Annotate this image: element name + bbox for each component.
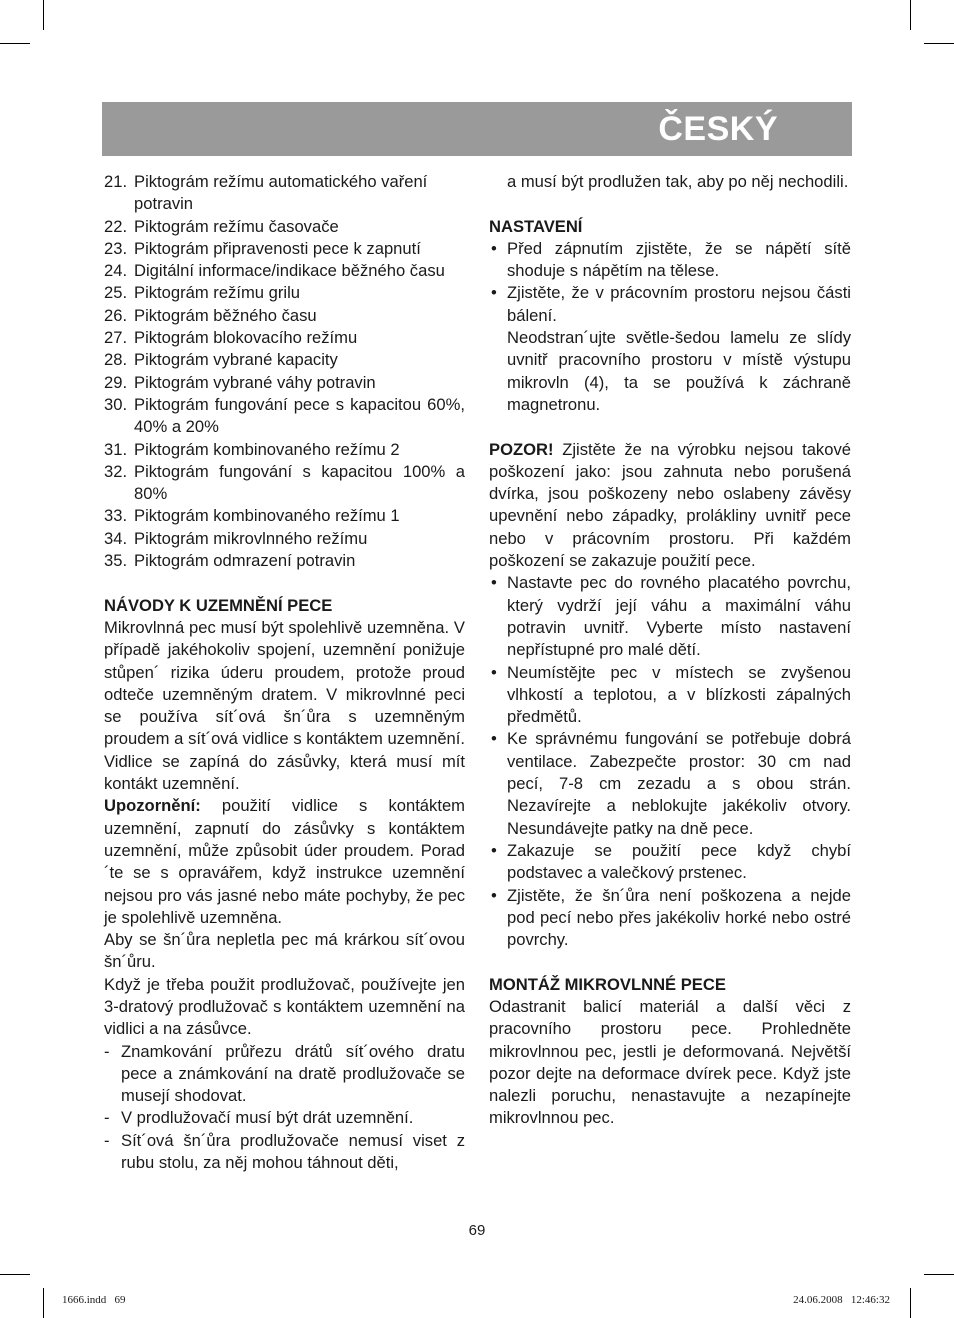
pictogram-list xyxy=(104,171,465,572)
warning-label: Upozornění: xyxy=(104,796,201,816)
list-item: 30. Piktográm fungování pece s kapacitou 60%, 40% a 20% xyxy=(104,394,465,437)
list-item: 27. Piktográm blokovacího režímu xyxy=(104,328,358,348)
crop-mark xyxy=(43,1288,44,1318)
caution-label: POZOR! xyxy=(489,439,554,459)
list-item: • Neumístějte pec v místech se zvyšenou vlhkostí a teplotou, a v blízkosti zápalných předmětů. xyxy=(491,662,851,727)
crop-mark xyxy=(910,1288,911,1318)
list-item: 21. Piktográm režímu automatického vaření potravin xyxy=(104,172,428,214)
list-item: 34. Piktográm mikrovlnného režímu xyxy=(104,528,368,548)
list-item: 32. Piktográm fungování s kapacitou 100% a 80% xyxy=(104,461,465,504)
list-item: • Zjistěte, že v prácovním prostoru nejsou části bálení. xyxy=(491,283,851,325)
list-item: - Sít´ová šn´ůra prodlužovače nemusí viset z rubu stolu, za něj mohou táhnout děti, xyxy=(104,1130,465,1173)
footer-file-info: 1666.indd 69 xyxy=(62,1294,126,1306)
list-item: • Zakazuje se použití pece když chybí podstavec a valečkový prstenec. xyxy=(491,840,851,883)
list-item: • Před zápnutím zjistěte, že se nápětí sítě shoduje s nápětím na tělese. xyxy=(491,238,851,281)
crop-mark xyxy=(910,0,911,30)
grounding-heading: NÁVODY K UZEMNĚNÍ PECE xyxy=(104,595,333,615)
list-item: 35. Piktográm odmrazení potravin xyxy=(104,551,356,571)
grounding-paragraph: Když je třeba použit prodlužovač, používejte jen 3-dratový prodlužovač s kontáktem uzemnění na vidlici a na zásůvce. xyxy=(104,974,465,1039)
list-item: 33. Piktográm kombinovaného režímu 1 xyxy=(104,506,400,526)
list-item: 23. Piktográm připravenosti pece k zapnutí xyxy=(104,238,421,258)
crop-mark xyxy=(0,1274,30,1275)
list-item: 26. Piktográm běžného času xyxy=(104,305,317,325)
list-item: • Nastavte pec do rovného placatého povrchu, který vydrží její váhu a maximální váhu potravin uvnitř. Vyberte místo nastavení nepřístupné pro malé dětí. xyxy=(491,573,851,660)
page-number: 69 xyxy=(468,1222,486,1239)
crop-mark xyxy=(43,0,44,30)
setup-note: Neodstran´ujte světle-šedou lamelu ze slídy uvnitř pracovního prostoru v místě výstupu mikrovln (4), ta se používá k záchraně magnetronu. xyxy=(507,328,851,414)
list-item: • Zjistěte, že šn´ůra není poškozena a nejde pod pecí nebo přes jakékoliv horké nebo ostré povrchy. xyxy=(491,885,851,950)
mount-heading: MONTÁŽ MIKROVLNNÉ PECE xyxy=(489,974,726,994)
continuation-text: a musí být prodlužen tak, aby po něj nechodili. xyxy=(507,172,849,191)
list-item: 31. Piktográm kombinovaného režímu 2 xyxy=(104,439,400,459)
caution-paragraph: POZOR! Zjistěte že na výrobku nejsou takové poškození jako: jsou zahnuta nebo porušená dvírka, jsou poškozeny nebo oslabeny závěsy upevnění nebo západky, prolákliny uvnitř pece nebo v prácovním prostoru. Při každém poškození se zakazuje použití pece. xyxy=(489,439,851,571)
list-item: - V prodlužovačí musí být drát uzemnění. xyxy=(104,1108,414,1128)
grounding-paragraph: Aby se šn´ůra nepletla pec má krárkou sít´ovou šn´ůru. xyxy=(104,930,465,972)
grounding-paragraph: Mikrovlnná pec musí být spolehlivě uzemněna. V případě jakéhokoliv spojení, uzemnění ponižuje stůpen´ rizika úderu proudem, protože proud odteče uzemněným dratem. V mikrovlnné peci se používa sít´ová šn´ůra s uzemněným proudem a sít´ová vidlice s kontáktem uzemnění. Vidlice se zapíná do zásůvky, která musí mít kontákt uzemnění. xyxy=(104,617,465,794)
crop-mark xyxy=(924,43,954,44)
list-item: - Znamkování průřezu drátů sít´ového dratu pece a známkování na dratě prodlužovače se musejí shodovat. xyxy=(104,1041,465,1106)
right-column xyxy=(489,171,851,1130)
list-item: 22. Piktográm režímu časovače xyxy=(104,216,339,236)
footer-timestamp: 24.06.2008 12:46:32 xyxy=(793,1294,890,1306)
crop-mark xyxy=(0,43,30,44)
list-item: 24. Digitální informace/indikace běžného času xyxy=(104,261,445,281)
grounding-warning: Upozornění: použití vidlice s kontáktem uzemnění, zapnutí do zásůvky s kontáktem uzemnění, může způsobit úder proudem. Porad´te se s opravářem, když instrukce uzemnění nejsou pro vás jasné nebo máte pochyby, že pec je spolehlivě uzemněna. xyxy=(104,796,465,927)
setup-heading: NASTAVENÍ xyxy=(489,216,583,236)
language-title: ČESKÝ xyxy=(658,110,778,148)
crop-mark xyxy=(924,1274,954,1275)
list-item: 25. Piktográm režímu grilu xyxy=(104,283,300,303)
mount-paragraph: Odastranit balicí materiál a další věci z pracovního prostoru pece. Prohledněte mikrovlnnou pec, jestli je deformovaná. Největší pozor dejte na deformace dvírek pece. Když jste nalezli poruchu, nenastavujte a nezapínejte mikrovlnnou pec. xyxy=(489,996,851,1128)
list-item: 29. Piktográm vybrané váhy potravin xyxy=(104,372,376,392)
left-column xyxy=(104,171,465,1174)
list-item: 28. Piktográm vybrané kapacity xyxy=(104,350,338,370)
language-header-bar xyxy=(102,102,852,156)
list-item: • Ke správnému fungování se potřebuje dobrá ventilace. Zabezpečte prostor: 30 cm nad pecí, 7-8 cm zezadu a s obou strán. Nezavírejte a neblokujte jakékoliv otvory. Nesundávejte patky na dně pece. xyxy=(491,729,851,838)
